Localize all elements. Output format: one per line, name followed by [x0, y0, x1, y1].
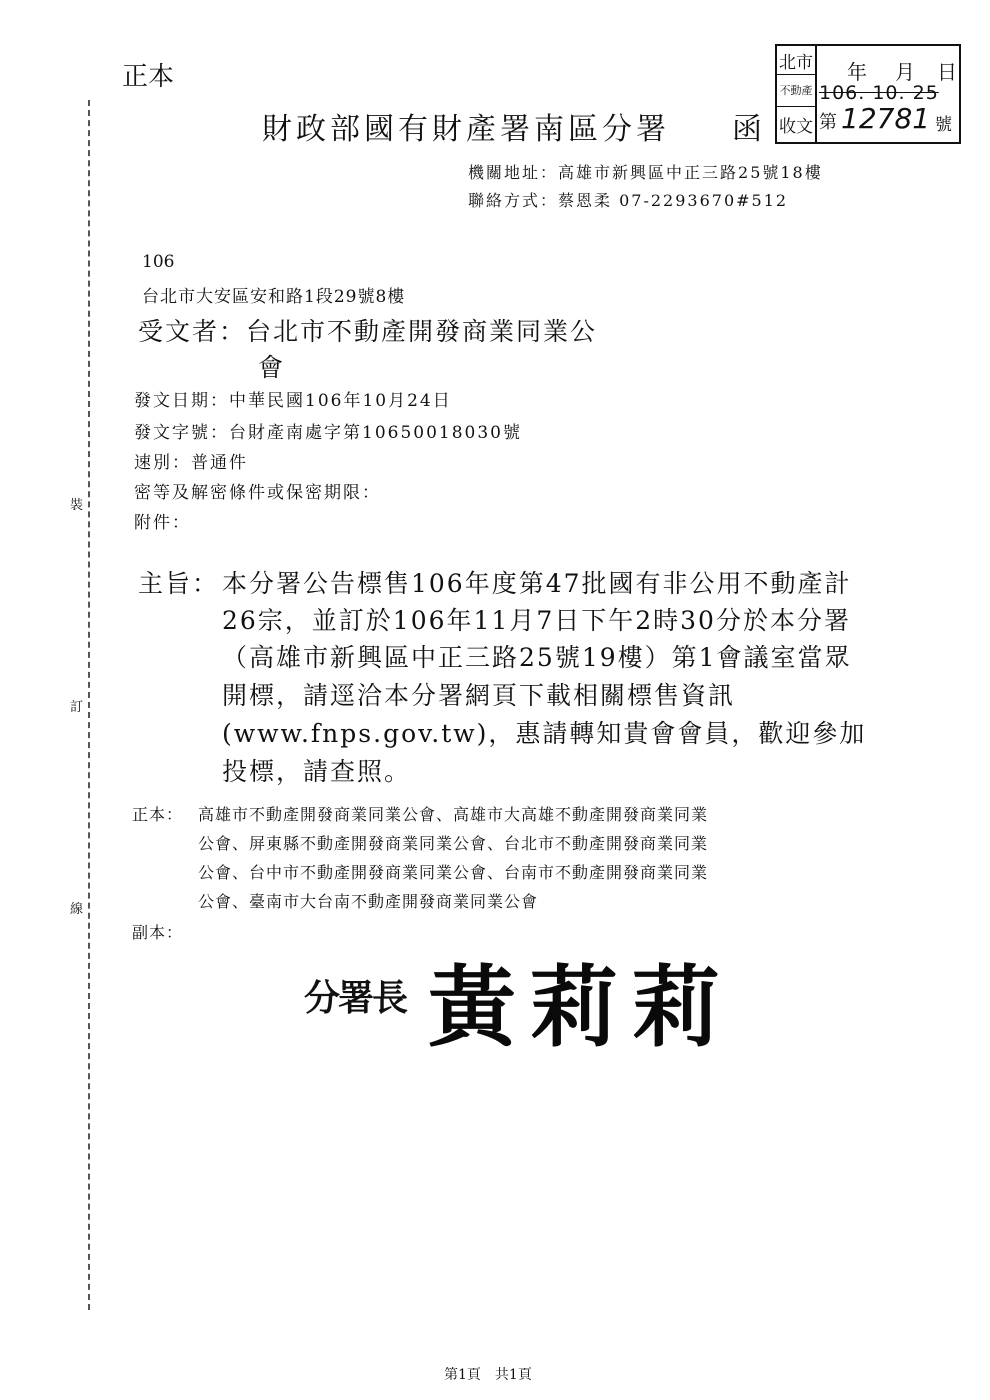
speed-row: [134, 448, 248, 473]
stamp-no-suffix: 號: [935, 115, 952, 135]
stamp-recv: 收文: [779, 117, 813, 137]
original-label: 正本：: [132, 805, 184, 824]
subject-label: 主旨：: [138, 569, 220, 598]
binding-line: [88, 100, 90, 1310]
recipient-name: 台北市不動產開發商業同業公: [246, 317, 598, 346]
stamp-no-value: 12781: [841, 102, 931, 135]
original-line-3: 公會、台中市不動產開發商業同業公會、台南市不動產開發商業同業: [198, 863, 709, 882]
agency-name: 財政部國有財產署南區分署: [262, 112, 670, 147]
recipient-row: [138, 312, 597, 348]
original-line-1: 高雄市不動產開發商業同業公會、高雄市大高雄不動產開發商業同業: [198, 805, 709, 824]
stamp-sub: 不動產: [779, 84, 813, 97]
copy-label: 副本：: [132, 923, 184, 942]
speed-value: 普通件: [191, 453, 248, 473]
stamp-date: 106. 10. 25: [819, 82, 939, 104]
secrecy-row: [134, 478, 381, 503]
recipient-label: 受文者：: [138, 317, 247, 346]
contact-value: 蔡恩柔 07-2293670#512: [558, 191, 789, 210]
speed-label: 速別：: [134, 453, 191, 473]
subject-line-6: 投標，請查照。: [222, 757, 412, 786]
subject-line-5: (www.fnps.gov.tw)，惠請轉知貴會會員，歡迎參加: [222, 719, 867, 748]
stamp-year: 年: [847, 60, 867, 84]
binding-char-1: 裝: [70, 492, 83, 515]
original-line-2: 公會、屏東縣不動產開發商業同業公會、台北市不動產開發商業同業: [198, 834, 709, 853]
stamp-no-prefix: 第: [819, 112, 837, 133]
contact-label: 聯絡方式：: [468, 191, 559, 210]
date-row: [134, 386, 452, 411]
copy-mark: 正本: [122, 62, 175, 92]
address-label: 機關地址：: [468, 163, 559, 182]
number-row: [134, 418, 522, 443]
doc-type: 函: [732, 112, 762, 147]
page-number: 第1頁 共1頁: [444, 1367, 532, 1383]
subject-line-2: 26宗，並訂於106年11月7日下午2時30分於本分署: [222, 606, 851, 635]
recipient-name-cont: 會: [258, 353, 284, 382]
address-value: 高雄市新興區中正三路25號18樓: [558, 163, 823, 182]
stamp-month: 月: [895, 60, 915, 84]
date-value: 中華民國106年10月24日: [229, 391, 452, 411]
number-label: 發文字號：: [134, 423, 229, 443]
subject-line-3: （高雄市新興區中正三路25號19樓）第1會議室當眾: [222, 643, 852, 672]
address-row: [468, 160, 823, 183]
subject-line-1: 本分署公告標售106年度第47批國有非公用不動產計: [222, 569, 852, 598]
binding-char-2: 訂: [70, 694, 83, 717]
secrecy-label: 密等及解密條件或保密期限：: [134, 483, 381, 503]
attachment-label: 附件：: [134, 513, 191, 533]
number-value: 台財產南處字第10650018030號: [229, 423, 522, 443]
receipt-stamp: [775, 44, 961, 144]
binding-char-3: 線: [70, 896, 83, 919]
recipient-address: 台北市大安區安和路1段29號8樓: [142, 287, 406, 307]
contact-row: [468, 188, 788, 211]
stamp-day: 日: [937, 60, 957, 84]
attachment-row: [134, 508, 191, 533]
signature-name: 黃莉莉: [428, 955, 735, 1059]
original-line-4: 公會、臺南市大台南不動產開發商業同業公會: [198, 892, 539, 911]
subject-line-4: 開標，請逕洽本分署網頁下載相關標售資訊: [222, 681, 736, 710]
date-label: 發文日期：: [134, 391, 229, 411]
postal-code: 106: [142, 252, 175, 272]
signature-title: 分署長: [304, 978, 407, 1019]
stamp-org: 北市: [779, 53, 813, 73]
